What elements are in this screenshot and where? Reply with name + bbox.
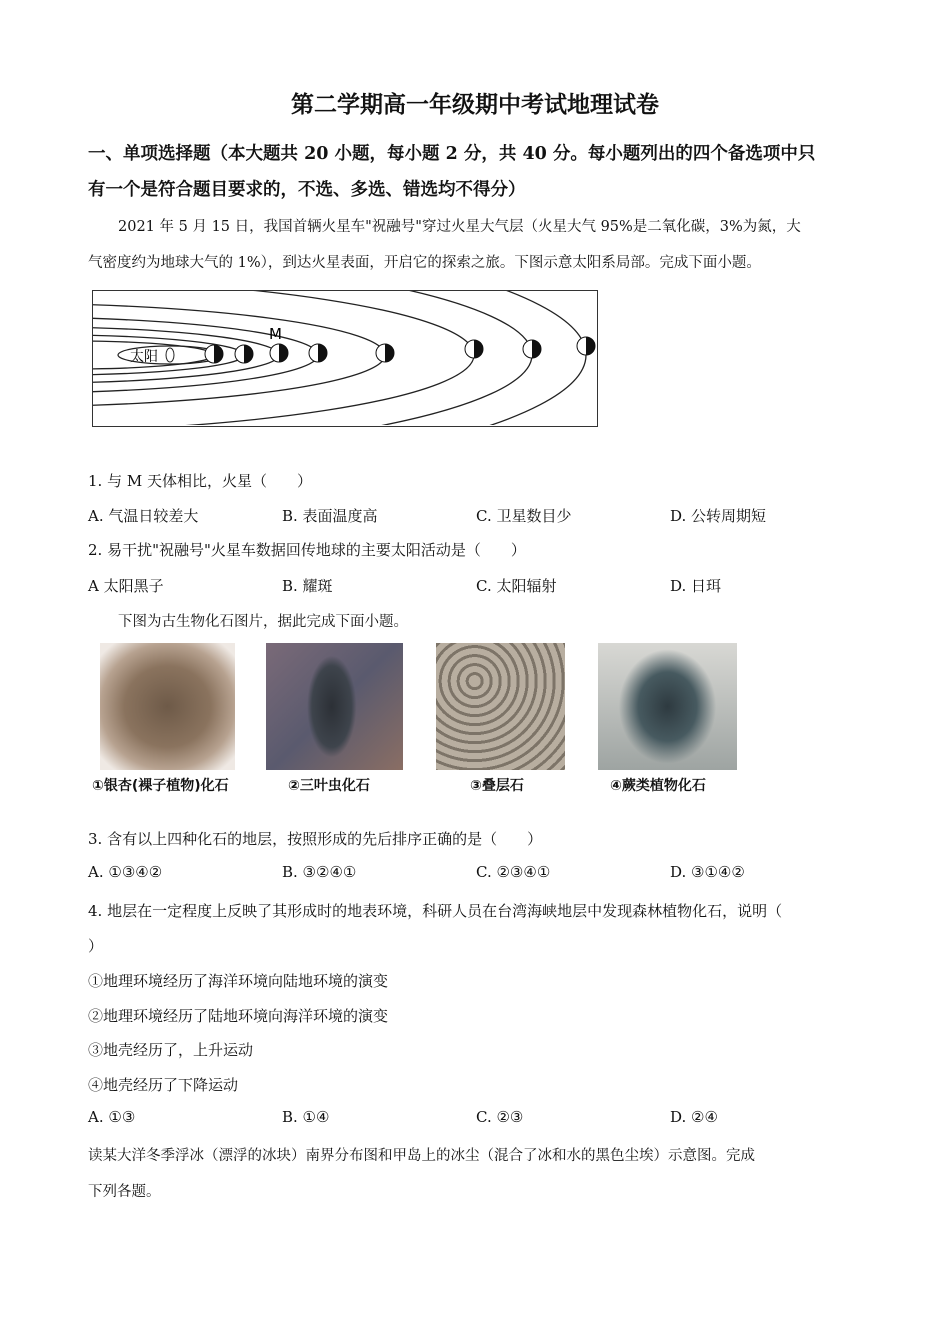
stromatolite-fossil-image <box>436 643 565 770</box>
section-heading-line2: 有一个是符合题目要求的，不选、多选、错选均不得分） <box>88 180 526 200</box>
q4-option-c[interactable]: C. ②③ <box>476 1108 524 1126</box>
q1-stem: 1. 与 M 天体相比，火星（ ） <box>88 472 312 490</box>
intro1-line1: 2021 年 5 月 15 日，我国首辆火星车"祝融号"穿过火星大气层（火星大气 95%是二氧化碳，3%为氮，大 <box>118 219 801 235</box>
q4-item-3: ③地壳经历了，上升运动 <box>88 1041 254 1059</box>
intro3-line1: 读某大洋冬季浮冰（漂浮的冰块）南界分布图和甲岛上的冰尘（混合了冰和水的黑色尘埃）示意图。完成 <box>88 1148 755 1164</box>
fossil-caption-1: ①银杏(裸子植物)化石 <box>92 778 229 794</box>
planet-icon <box>205 345 223 363</box>
q1-option-c[interactable]: C. 卫星数目少 <box>476 507 572 525</box>
solar-system-diagram <box>92 290 598 427</box>
intro2: 下图为古生物化石图片，据此完成下面小题。 <box>118 614 408 630</box>
q2-option-d[interactable]: D. 日珥 <box>670 577 722 595</box>
q4-item-2: ②地理环境经历了陆地环境向海洋环境的演变 <box>88 1007 389 1025</box>
q3-option-c[interactable]: C. ②③④① <box>476 863 551 881</box>
planet-icon <box>235 345 253 363</box>
fossil-caption-2: ②三叶虫化石 <box>288 778 370 794</box>
q4-option-a[interactable]: A. ①③ <box>88 1108 136 1126</box>
q4-item-4: ④地壳经历了下降运动 <box>88 1076 239 1094</box>
trilobite-fossil-image <box>266 643 403 770</box>
fern-fossil-image <box>598 643 737 770</box>
q1-option-b[interactable]: B. 表面温度高 <box>282 507 378 525</box>
section-heading-line1: 一、单项选择题（本大题共 20 小题，每小题 2 分，共 40 分。每小题列出的四个备选项中只 <box>88 144 816 164</box>
q4-stem-line2: ） <box>88 937 104 955</box>
sun-label: 太阳 <box>130 349 158 365</box>
planet-icon <box>309 344 327 362</box>
planet-icon <box>523 340 541 358</box>
planet-icon <box>270 344 288 362</box>
planet-icon <box>376 344 394 362</box>
page-title: 第二学期高一年级期中考试地理试卷 <box>291 91 659 118</box>
q3-option-a[interactable]: A. ①③④② <box>88 863 163 881</box>
intro1-line2: 气密度约为地球大气的 1%），到达火星表面，开启它的探索之旅。下图示意太阳系局部。完成下面小题。 <box>88 255 761 271</box>
q2-option-a[interactable]: A 太阳黑子 <box>88 577 164 595</box>
intro3-line2: 下列各题。 <box>88 1184 161 1200</box>
q2-option-b[interactable]: B. 耀斑 <box>282 577 333 595</box>
q4-option-b[interactable]: B. ①④ <box>282 1108 330 1126</box>
q3-option-d[interactable]: D. ③①④② <box>670 863 745 881</box>
m-label: M <box>269 325 282 343</box>
fossil-caption-4: ④蕨类植物化石 <box>610 778 706 794</box>
q3-option-b[interactable]: B. ③②④① <box>282 863 357 881</box>
q1-option-d[interactable]: D. 公转周期短 <box>670 507 767 525</box>
sun-icon <box>166 348 174 362</box>
fossil-caption-3: ③叠层石 <box>470 778 524 794</box>
ginkgo-fossil-image <box>100 643 235 770</box>
q3-stem: 3. 含有以上四种化石的地层，按照形成的先后排序正确的是（ ） <box>88 830 543 848</box>
q2-option-c[interactable]: C. 太阳辐射 <box>476 577 557 595</box>
planet-icon <box>577 337 595 355</box>
q1-option-a[interactable]: A. 气温日较差大 <box>88 507 199 525</box>
planet-icon <box>465 340 483 358</box>
q4-stem-line1: 4. 地层在一定程度上反映了其形成时的地表环境，科研人员在台湾海峡地层中发现森林植物化石，说明（ <box>88 902 783 920</box>
q4-option-d[interactable]: D. ②④ <box>670 1108 718 1126</box>
q2-stem: 2. 易干扰"祝融号"火星车数据回传地球的主要太阳活动是（ ） <box>88 541 526 559</box>
q4-item-1: ①地理环境经历了海洋环境向陆地环境的演变 <box>88 972 389 990</box>
